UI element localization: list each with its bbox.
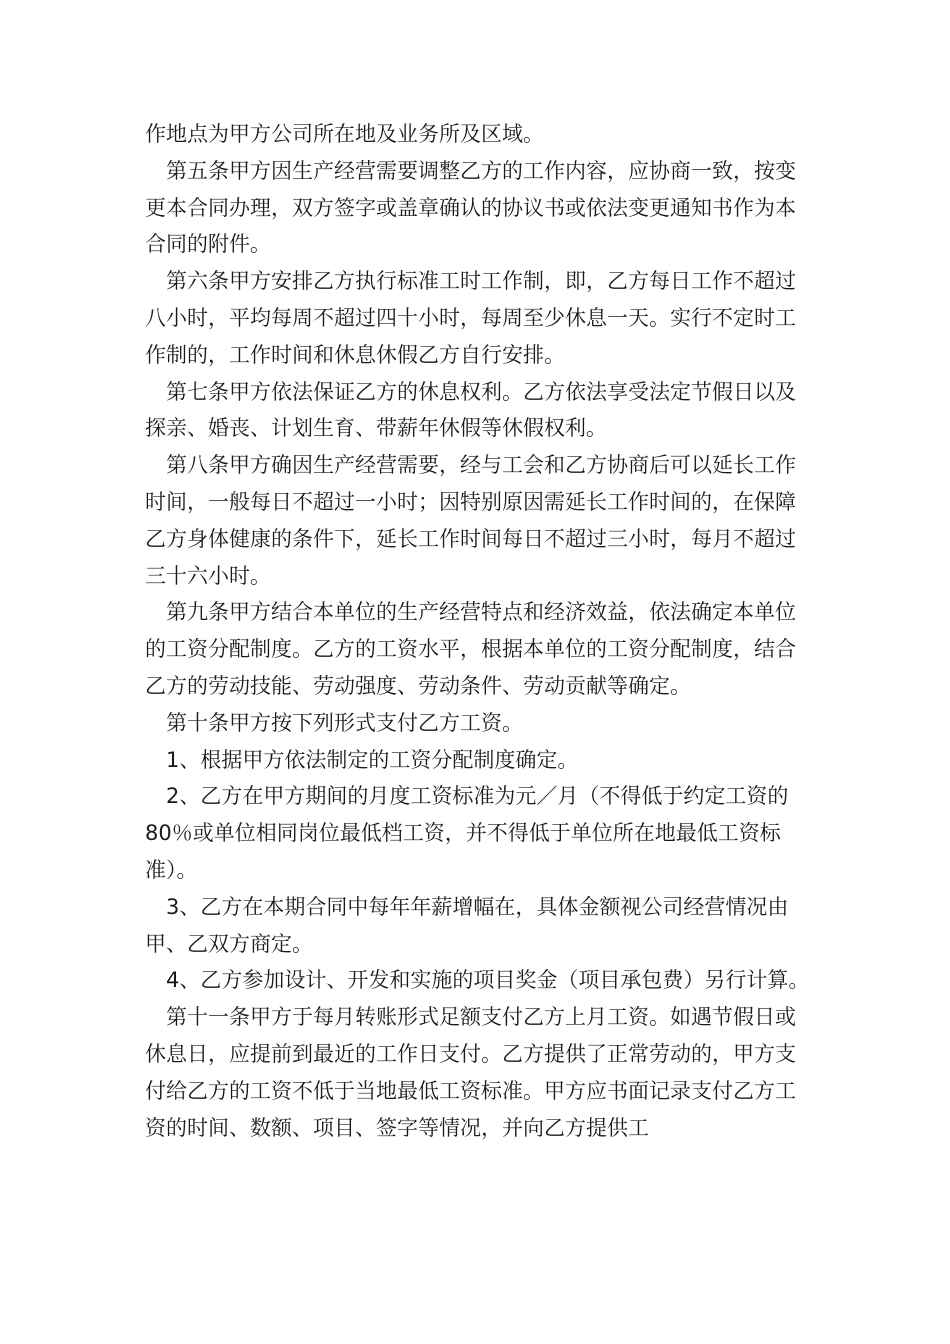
paragraph-article-8: 第八条甲方确因生产经营需要，经与工会和乙方协商后可以延长工作时间，一般每日不超过一小时；因特别原因需延长工作时间的，在保障乙方身体健康的条件下，延长工作时间每日不超过三小时，每月不超过三十六小时。 (145, 453, 796, 588)
paragraph-work-location: 作地点为甲方公司所在地及业务所及区域。 (145, 122, 544, 146)
paragraph-item-3: 3、乙方在本期合同中每年年薪增幅在，具体金额视公司经营情况由甲、乙双方商定。 (145, 894, 789, 956)
paragraph-article-5: 第五条甲方因生产经营需要调整乙方的工作内容，应协商一致，按变更本合同办理，双方签字或盖章确认的协议书或依法变更通知书作为本合同的附件。 (145, 158, 796, 257)
paragraph-article-10: 第十条甲方按下列形式支付乙方工资。 (166, 710, 523, 735)
paragraph-article-6: 第六条甲方安排乙方执行标准工时工作制，即，乙方每日工作不超过八小时，平均每周不超过四十小时，每周至少休息一天。实行不定时工作制的，工作时间和休息休假乙方自行安排。 (145, 269, 796, 367)
paragraph-article-7: 第七条甲方依法保证乙方的休息权利。乙方依法享受法定节假日以及探亲、婚丧、计划生育、带薪年休假等休假权利。 (145, 379, 796, 441)
paragraph-item-2: 2、乙方在甲方期间的月度工资标准为元／月（不得低于约定工资的80％或单位相同岗位最低档工资，并不得低于单位所在地最低工资标准）。 (145, 784, 789, 882)
paragraph-item-4: 4、乙方参加设计、开发和实施的项目奖金（项目承包费）另行计算。 (166, 968, 810, 993)
paragraph-article-9: 第九条甲方结合本单位的生产经营特点和经济效益，依法确定本单位的工资分配制度。乙方的工资水平，根据本单位的工资分配制度，结合乙方的劳动技能、劳动强度、劳动条件、劳动贡献等确定。 (145, 600, 796, 698)
document-body (145, 116, 815, 1146)
paragraph-article-11: 第十一条甲方于每月转账形式足额支付乙方上月工资。如遇节假日或休息日，应提前到最近的工作日支付。乙方提供了正常劳动的，甲方支付给乙方的工资不低于当地最低工资标准。甲方应书面记录支付乙方工资的时间、数额、项目、签字等情况，并向乙方提供工 (145, 1005, 796, 1140)
paragraph-item-1: 1、根据甲方依法制定的工资分配制度确定。 (166, 747, 579, 772)
